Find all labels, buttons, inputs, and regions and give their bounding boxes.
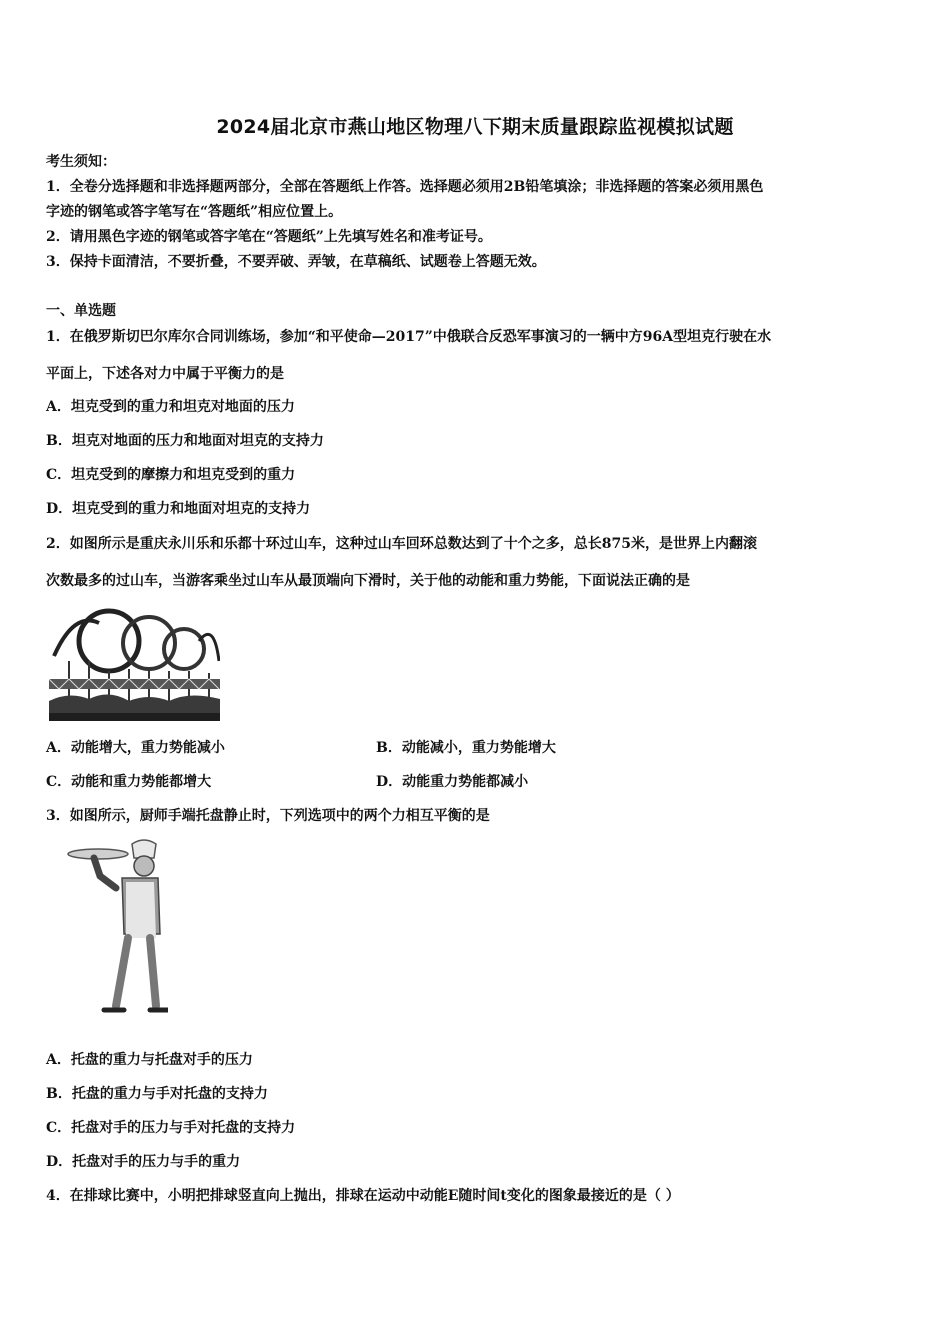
page-title: 2024届北京市燕山地区物理八下期末质量跟踪监视模拟试题 (216, 116, 734, 138)
question-2-option-a: A．动能增大，重力势能减小 (46, 740, 225, 756)
question-1-option-b: B．坦克对地面的压力和地面对坦克的支持力 (46, 433, 324, 449)
question-1-option-a: A．坦克受到的重力和坦克对地面的压力 (46, 399, 295, 415)
question-2-option-b: B．动能减小，重力势能增大 (376, 740, 556, 756)
question-4-text: 4．在排球比赛中，小明把排球竖直向上抛出，排球在运动中动能E随时间t变化的图象最接近的是（ ） (46, 1188, 680, 1204)
roller-coaster-image (49, 601, 220, 721)
question-2-text: 次数最多的过山车，当游客乘坐过山车从最顶端向下滑时，关于他的动能和重力势能，下面说法正确的是 (46, 573, 690, 589)
notice-item: 字迹的钢笔或答字笔写在“答题纸”相应位置上。 (46, 204, 343, 220)
chef-image (64, 838, 168, 1016)
question-2-option-d: D．动能重力势能都减小 (376, 774, 529, 790)
question-3-text: 3．如图所示，厨师手端托盘静止时，下列选项中的两个力相互平衡的是 (46, 808, 490, 824)
notice-heading: 考生须知： (46, 154, 116, 170)
notice-item: 2．请用黑色字迹的钢笔或答字笔在“答题纸”上先填写姓名和准考证号。 (46, 229, 492, 245)
question-1-text: 1．在俄罗斯切巴尔库尔合同训练场，参加“和平使命—2017”中俄联合反恐军事演习的一辆中方96A型坦克行驶在水 (46, 329, 772, 345)
question-3-option-a: A．托盘的重力与托盘对手的压力 (46, 1052, 253, 1068)
question-3-option-c: C．托盘对手的压力与手对托盘的支持力 (46, 1120, 296, 1136)
question-3-option-d: D．托盘对手的压力与手的重力 (46, 1154, 241, 1170)
notice-item: 1．全卷分选择题和非选择题两部分，全部在答题纸上作答。选择题必须用2B铅笔填涂；非选择题的答案必须用黑色 (46, 179, 764, 195)
question-1-text: 平面上，下述各对力中属于平衡力的是 (46, 366, 284, 382)
section-heading: 一、单选题 (46, 303, 116, 319)
notice-item: 3．保持卡面清洁，不要折叠，不要弄破、弄皱，在草稿纸、试题卷上答题无效。 (46, 254, 546, 270)
question-3-option-b: B．托盘的重力与手对托盘的支持力 (46, 1086, 268, 1102)
question-1-option-c: C．坦克受到的摩擦力和坦克受到的重力 (46, 467, 296, 483)
question-1-option-d: D．坦克受到的重力和地面对坦克的支持力 (46, 501, 311, 517)
question-2-text: 2．如图所示是重庆永川乐和乐都十环过山车，这种过山车回环总数达到了十个之多，总长875米，是世界上内翻滚 (46, 536, 757, 552)
question-2-option-c: C．动能和重力势能都增大 (46, 774, 212, 790)
